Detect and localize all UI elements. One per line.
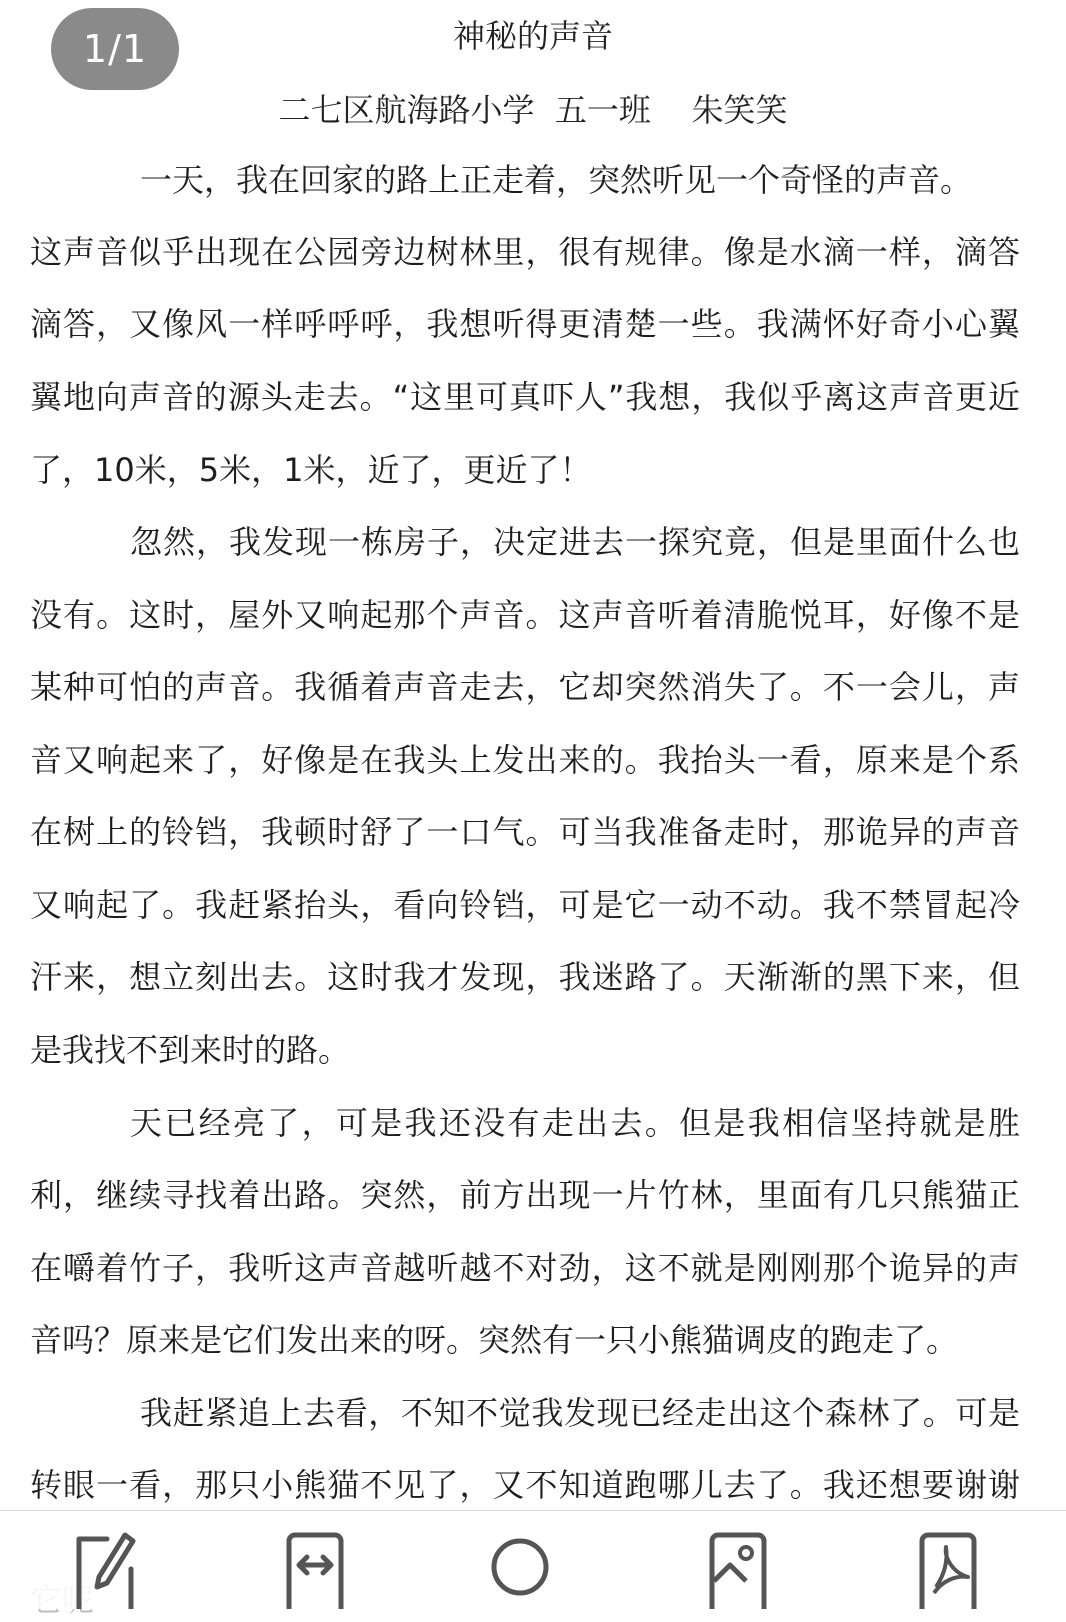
text-line: 在树上的铃铛，我顿时舒了一口气。可当我准备走时，那诡异的声音 — [30, 813, 1020, 851]
text-line: 音吗？原来是它们发出来的呀。突然有一只小熊猫调皮的跑走了。 — [30, 1321, 959, 1359]
text-line: 某种可怕的声音。我循着声音走去，它却突然消失了。不一会儿，声 — [30, 668, 1020, 706]
pdf-icon — [916, 1525, 980, 1609]
image-button[interactable] — [703, 1525, 773, 1609]
text-line: 滴答，又像风一样呼呼呼，我想听得更清楚一些。我满怀好奇小心翼 — [30, 305, 1020, 343]
text-line: 又响起了。我赶紧抬头，看向铃铛，可是它一动不动。我不禁冒起冷 — [30, 886, 1020, 924]
circle-icon — [488, 1525, 552, 1609]
text-line: 了，10米，5米，1米，近了，更近了！ — [30, 451, 592, 489]
text-line: 转眼一看，那只小熊猫不见了，又不知道跑哪儿去了。我还想要谢谢 — [30, 1466, 1020, 1504]
home-button[interactable] — [485, 1525, 555, 1609]
text-line: 翼地向声音的源头走去。“这里可真吓人”我想，我似乎离这声音更近 — [30, 378, 1020, 416]
text-line: 音又响起来了，好像是在我头上发出来的。我抬头一看，原来是个系 — [30, 741, 1020, 779]
text-line: 这声音似乎出现在公园旁边树林里，很有规律。像是水滴一样，滴答 — [30, 233, 1020, 271]
fit-width-icon — [283, 1525, 347, 1609]
text-line: 汗来，想立刻出去。这时我才发现，我迷路了。天渐渐的黑下来，但 — [30, 958, 1020, 996]
document-title: 神秘的声音 — [452, 17, 613, 55]
text-line: 天已经亮了，可是我还没有走出去。但是我相信坚持就是胜 — [130, 1104, 1020, 1142]
image-icon — [706, 1525, 770, 1609]
edit-icon — [73, 1525, 137, 1609]
edit-button[interactable] — [70, 1525, 140, 1609]
text-line: 在嚼着竹子，我听这声音越听越不对劲，这不就是刚刚那个诡异的声 — [30, 1249, 1020, 1287]
text-line: 是我找不到来时的路。 — [30, 1031, 351, 1069]
fit-width-button[interactable] — [280, 1525, 350, 1609]
bottom-toolbar — [0, 1510, 1066, 1609]
text-line: 利，继续寻找着出路。突然，前方出现一片竹林，里面有几只熊猫正 — [30, 1176, 1020, 1214]
text-line: 一天，我在回家的路上正走着，突然听见一个奇怪的声音。 — [140, 161, 973, 199]
text-line: 忽然，我发现一栋房子，决定进去一探究竟，但是里面什么也 — [130, 523, 1020, 561]
document-byline: 二七区航海路小学 五一班 朱笑笑 — [278, 91, 788, 129]
text-line: 我赶紧追上去看，不知不觉我发现已经走出这个森林了。可是 — [140, 1394, 1020, 1432]
page-indicator: 1/1 — [51, 8, 179, 90]
pdf-button[interactable] — [913, 1525, 983, 1609]
text-line: 没有。这时，屋外又响起那个声音。这声音听着清脆悦耳，好像不是 — [30, 596, 1020, 634]
